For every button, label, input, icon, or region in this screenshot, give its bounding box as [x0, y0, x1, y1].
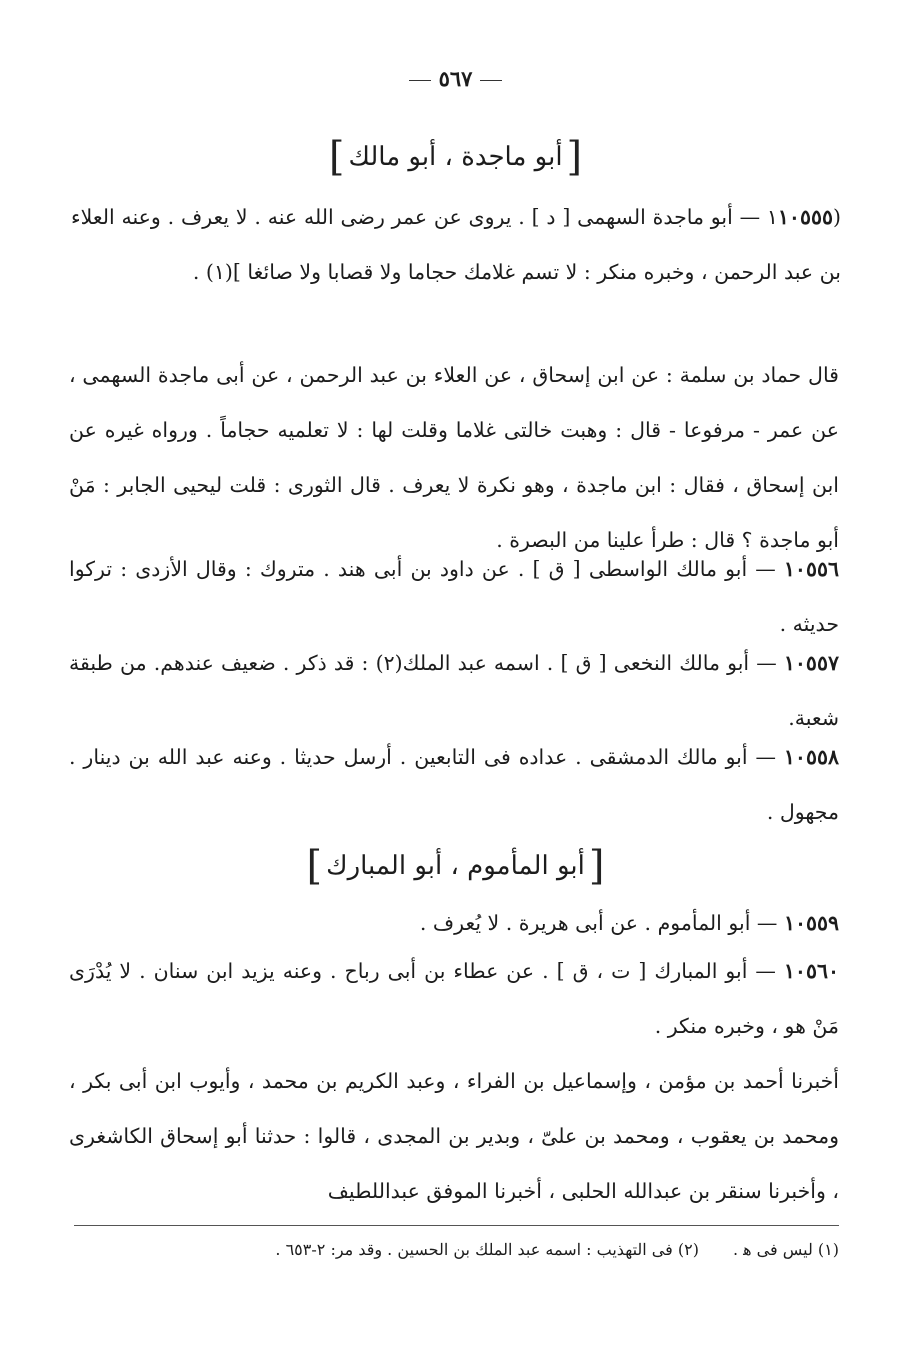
close-bracket: ] [328, 134, 345, 180]
entry-10559 [69, 896, 839, 951]
paragraph-isnad [69, 1054, 839, 1219]
open-bracket: [ [566, 134, 583, 180]
footnote-2: (٢) فى التهذيب : اسمه عبد الملك بن الحسين . وقد مر: ٢-٦٥٣ . [275, 1240, 699, 1259]
page-number [0, 66, 911, 91]
footnote-marker: (١ [766, 205, 841, 229]
entry-text: — أبو مالك الدمشقى . عداده فى التابعين . أرسل حديثا . وعنه عبد الله بن دينار . مجهول . [69, 745, 839, 824]
paragraph-text: أخبرنا أحمد بن مؤمن ، وإسماعيل بن الفراء ، وعبد الكريم بن محمد ، وأيوب ابن أبى بكر ، ومحمد بن يعقوب ، ومحمد بن علىّ ، وبدير بن المجدى ، قالوا : حدثنا أبو إسحاق الكاشغرى ، وأخبرنا سنقر بن عبدالله الحلبى ، أخبرنا الموفق عبداللطيف [69, 1069, 839, 1203]
entry-text: — أبو المأموم . عن أبى هريرة . لا يُعرف . [419, 911, 778, 935]
section-title-2: أبو المأموم ، أبو المبارك [326, 851, 585, 881]
entry-number: ١٠٥٥٧ [783, 651, 839, 675]
open-bracket: [ [588, 843, 605, 889]
entry-number: ١٠٥٦٠ [783, 959, 839, 983]
entry-text: — أبو المبارك [ ت ، ق ] . عن عطاء بن أبى رباح . وعنه يزيد ابن سنان . لا يُدْرَى مَنْ هو ، وخبره منكر . [69, 959, 839, 1038]
entry-number: ١٠٥٥٩ [783, 911, 839, 935]
entry-10555 [71, 190, 841, 300]
footnote-divider [74, 1225, 839, 1226]
paragraph-text: قال حماد بن سلمة : عن ابن إسحاق ، عن العلاء بن عبد الرحمن ، عن أبى ماجدة السهمى ، عن عمر - مرفوعا - قال : وهبت خالتى غلاما وقلت لها : لا تعلميه حجاماً . ورواه غيره عن ابن إسحاق ، فقال : ابن ماجدة ، وهو نكرة لا يعرف . قال الثورى : قلت ليحيى الجابر : مَنْ أبو ماجدة ؟ قال : طرأ علينا من البصرة . [69, 363, 839, 552]
entry-number: ١٠٥٥٨ [783, 745, 839, 769]
entry-number: ١٠٥٥٥ [777, 205, 833, 229]
section-heading-2 [0, 843, 911, 889]
left-dash [409, 80, 431, 81]
page-number-text: ٥٦٧ [438, 66, 473, 91]
section-title-1: أبو ماجدة ، أبو مالك [348, 142, 563, 172]
right-dash [480, 80, 502, 81]
footnotes [74, 1230, 839, 1270]
entry-10558 [69, 730, 839, 840]
footnote-1: (١) ليس فى ﻫ . [732, 1240, 839, 1259]
entry-number: ١٠٥٥٦ [783, 557, 839, 581]
entry-text: — أبو مالك الواسطى [ ق ] . عن داود بن أبى هند . متروك : وقال الأزدى : تركوا حديثه . [69, 557, 839, 636]
paragraph-commentary [69, 348, 839, 568]
entry-10560 [69, 944, 839, 1054]
close-bracket: ] [306, 843, 323, 889]
entry-text: — أبو مالك النخعى [ ق ] . اسمه عبد الملك(٢) : قد ذكر . ضعيف عندهم. من طبقة شعبة. [69, 651, 839, 730]
section-heading-1 [0, 134, 911, 180]
entry-text: — أبو ماجدة السهمى [ د ] . يروى عن عمر رضى الله عنه . لا يعرف . وعنه العلاء بن عبد الرحمن ، وخبره منكر : لا تسم غلامك حجاما ولا قصابا ولا صائغا ](١) . [71, 205, 841, 284]
